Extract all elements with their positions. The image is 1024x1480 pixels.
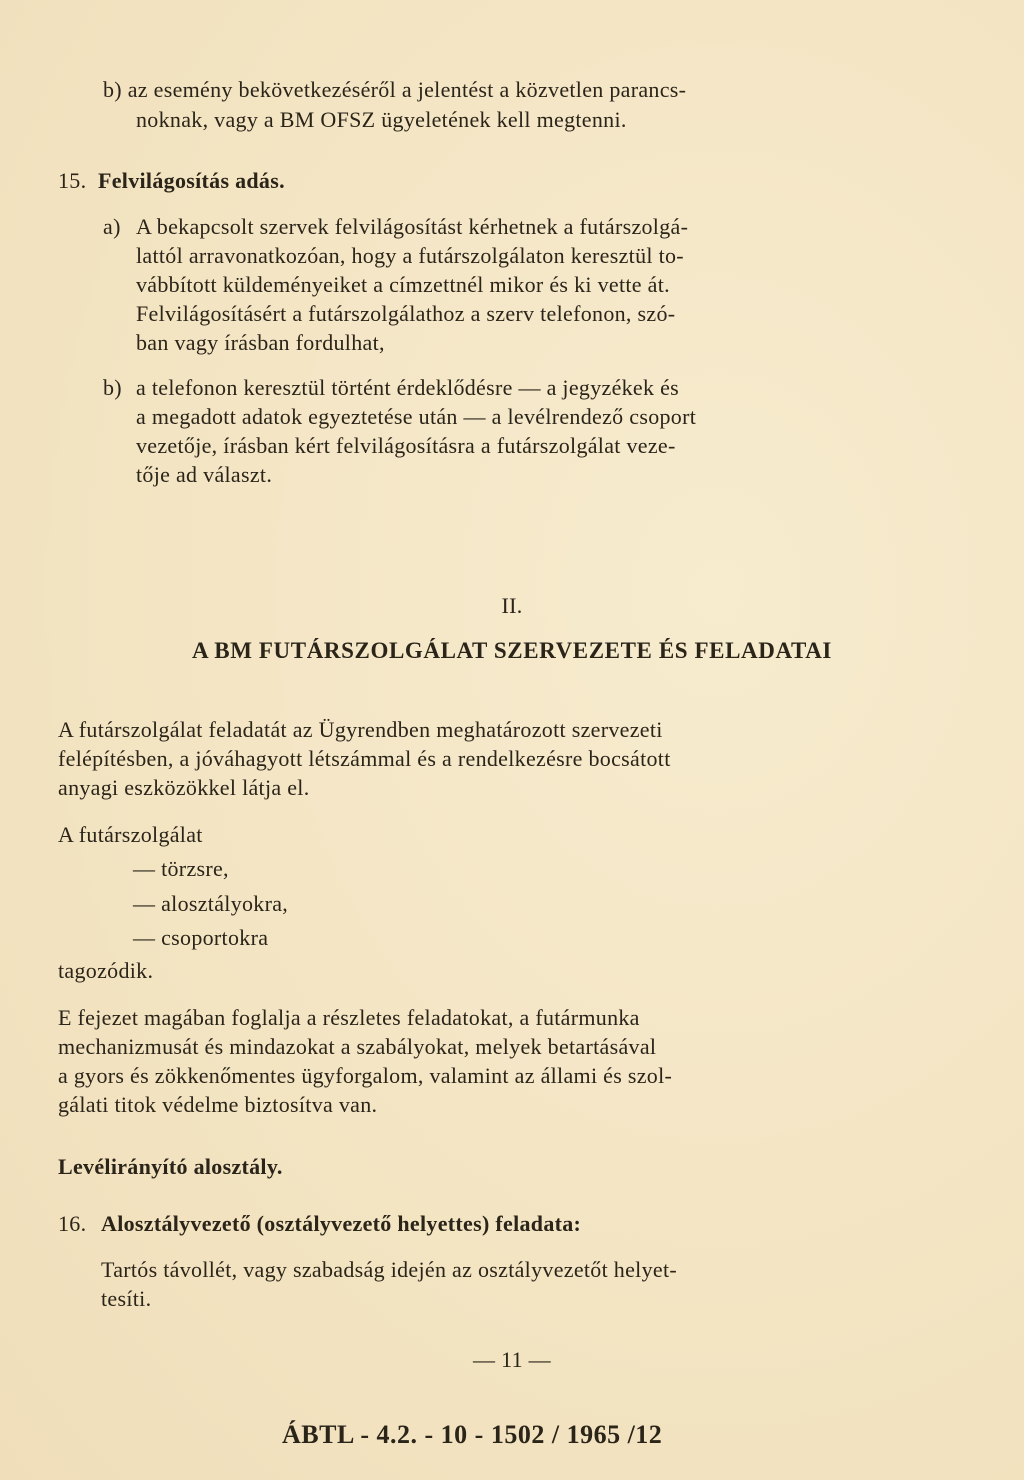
para-2-intro: A futárszolgálat [58,822,203,847]
para-3-line-4: gálati titok védelme biztosítva van. [58,1092,378,1117]
prev-item-b-line-1: b) az esemény bekövetkezéséről a jelentést a közvetlen parancs- [103,77,687,102]
item-15-a-line-5: ban vagy írásban fordulhat, [136,330,385,355]
para-3-line-2: mechanizmusát és mindazokat a szabályokat, melyek betartásával [58,1034,657,1059]
archive-reference-stamp: ÁBTL - 4.2. - 10 - 1502 / 1965 /12 [282,1420,663,1449]
para-3-line-1: E fejezet magában foglalja a részletes feladatokat, a futármunka [58,1005,640,1030]
item-15-b-line-3: vezetője, írásban kért felvilágosításra a futárszolgálat veze- [136,433,676,458]
para-2-outro: tagozódik. [58,958,154,983]
para-1-line-3: anyagi eszközökkel látja el. [58,775,310,800]
item-15-b-line-1: a telefonon keresztül történt érdeklődésre — a jegyzékek és [136,375,680,400]
item-16-title: Alosztályvezető (osztályvezető helyettes) feladata: [101,1211,582,1236]
item-15-a-line-2: lattól arravonatkozóan, hogy a futárszolgálaton keresztül to- [136,243,684,268]
item-15-a-line-3: vábbított küldeményeiket a címzettnél mikor és ki vette át. [136,272,670,297]
item-16-line-2: tesíti. [101,1286,152,1311]
item-15-a-line-1: A bekapcsolt szervek felvilágosítást kérhetnek a futárszolgá- [136,214,689,239]
item-15-title: Felvilágosítás adás. [98,168,285,193]
item-15-number: 15. [58,168,87,193]
para-3-line-3: a gyors és zökkenőmentes ügyforgalom, valamint az állami és szol- [58,1063,673,1088]
item-15-b-line-2: a megadott adatok egyeztetése után — a levélrendező csoport [136,404,697,429]
para-1-line-1: A futárszolgálat feladatát az Ügyrendben meghatározott szervezeti [58,717,663,742]
item-15-a-label: a) [103,214,121,239]
section-heading: Levélirányító alosztály. [58,1154,283,1179]
chapter-roman-numeral: II. [501,593,523,618]
prev-item-b-line-2: noknak, vagy a BM OFSZ ügyeletének kell megtenni. [136,107,627,132]
page-number: — 11 — [473,1347,551,1372]
chapter-title: A BM FUTÁRSZOLGÁLAT SZERVEZETE ÉS FELADATAI [192,638,832,663]
item-15-b-label: b) [103,375,122,400]
item-16-line-1: Tartós távollét, vagy szabadság idején az osztályvezetőt helyet- [101,1257,677,1282]
para-2-list-item-1: — törzsre, [133,856,229,881]
para-1-line-2: felépítésben, a jóváhagyott létszámmal és a rendelkezésre bocsátott [58,746,671,771]
item-16-number: 16. [58,1211,87,1236]
item-15-a-line-4: Felvilágosításért a futárszolgálathoz a szerv telefonon, szó- [136,301,676,326]
para-2-list-item-2: — alosztályokra, [133,891,289,916]
item-15-b-line-4: tője ad választ. [136,462,273,487]
para-2-list-item-3: — csoportokra [133,925,269,950]
